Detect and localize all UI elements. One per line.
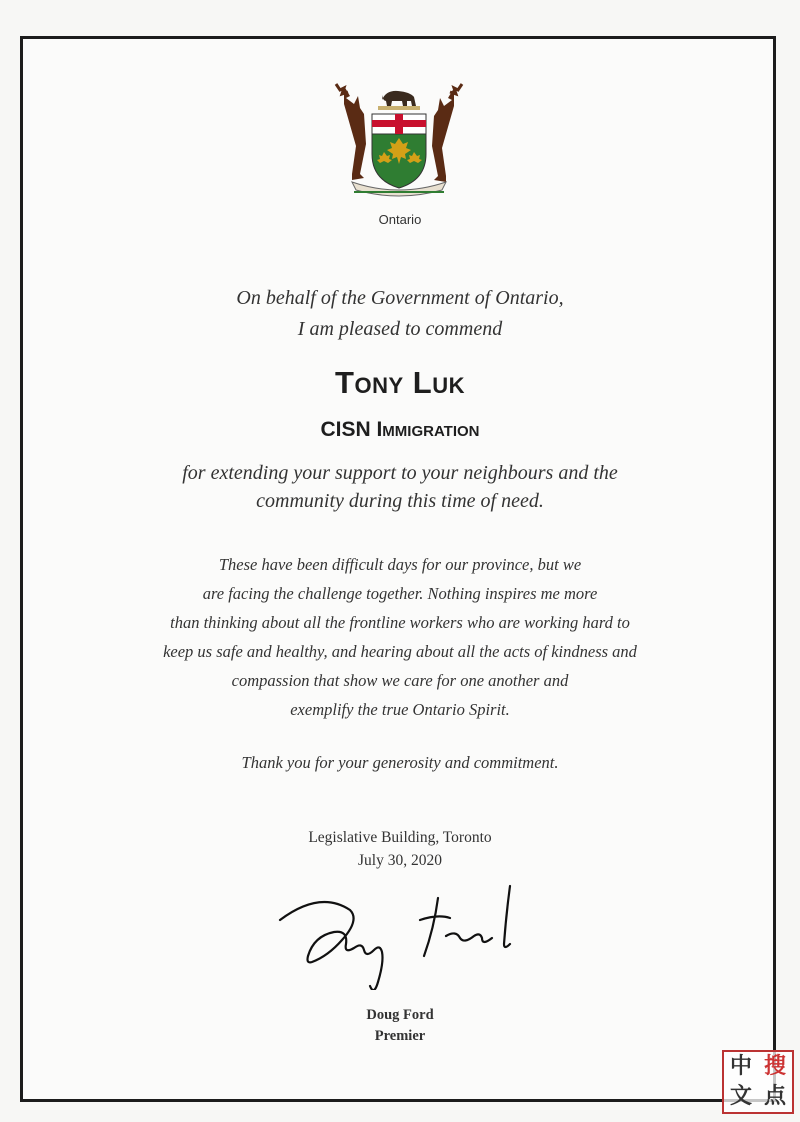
commendation-reason [0, 459, 800, 515]
signer-block [0, 1005, 800, 1047]
watermark-char: 中 [729, 1054, 752, 1079]
crest-label: Ontario [378, 212, 422, 227]
site-watermark-logo [722, 1050, 794, 1114]
recipient-name: Tony Luk [335, 365, 465, 400]
watermark-char: 点 [763, 1084, 786, 1109]
intro-line: I am pleased to commend [297, 318, 503, 340]
signature-icon [270, 880, 540, 990]
date: July 30, 2020 [358, 852, 442, 869]
body-line: exemplify the true Ontario Spirit. [290, 700, 510, 719]
intro-line: On behalf of the Government of Ontario, [236, 287, 564, 309]
body-line: keep us safe and healthy, and hearing about all the acts of kindness and [163, 642, 637, 661]
organization-name: CISN Immigration [320, 418, 480, 441]
ontario-coat-of-arms-icon [332, 82, 466, 202]
signer-name: Doug Ford [366, 1007, 434, 1023]
intro-text [0, 283, 800, 345]
signer-title: Premier [374, 1028, 426, 1044]
reason-line: community during this time of need. [256, 490, 544, 512]
letter-body [0, 550, 800, 724]
watermark-char: 文 [729, 1084, 752, 1109]
watermark-char: 搜 [763, 1054, 786, 1079]
reason-line: for extending your support to your neighbours and the [182, 462, 618, 484]
body-line: than thinking about all the frontline workers who are working hard to [170, 613, 630, 632]
body-line: are facing the challenge together. Nothing inspires me more [202, 584, 598, 603]
body-line: These have been difficult days for our province, but we [218, 555, 582, 574]
body-line: compassion that show we care for one another and [231, 671, 569, 690]
thanks-line: Thank you for your generosity and commitment. [241, 753, 559, 772]
location: Legislative Building, Toronto [308, 829, 492, 846]
location-date [0, 826, 800, 872]
